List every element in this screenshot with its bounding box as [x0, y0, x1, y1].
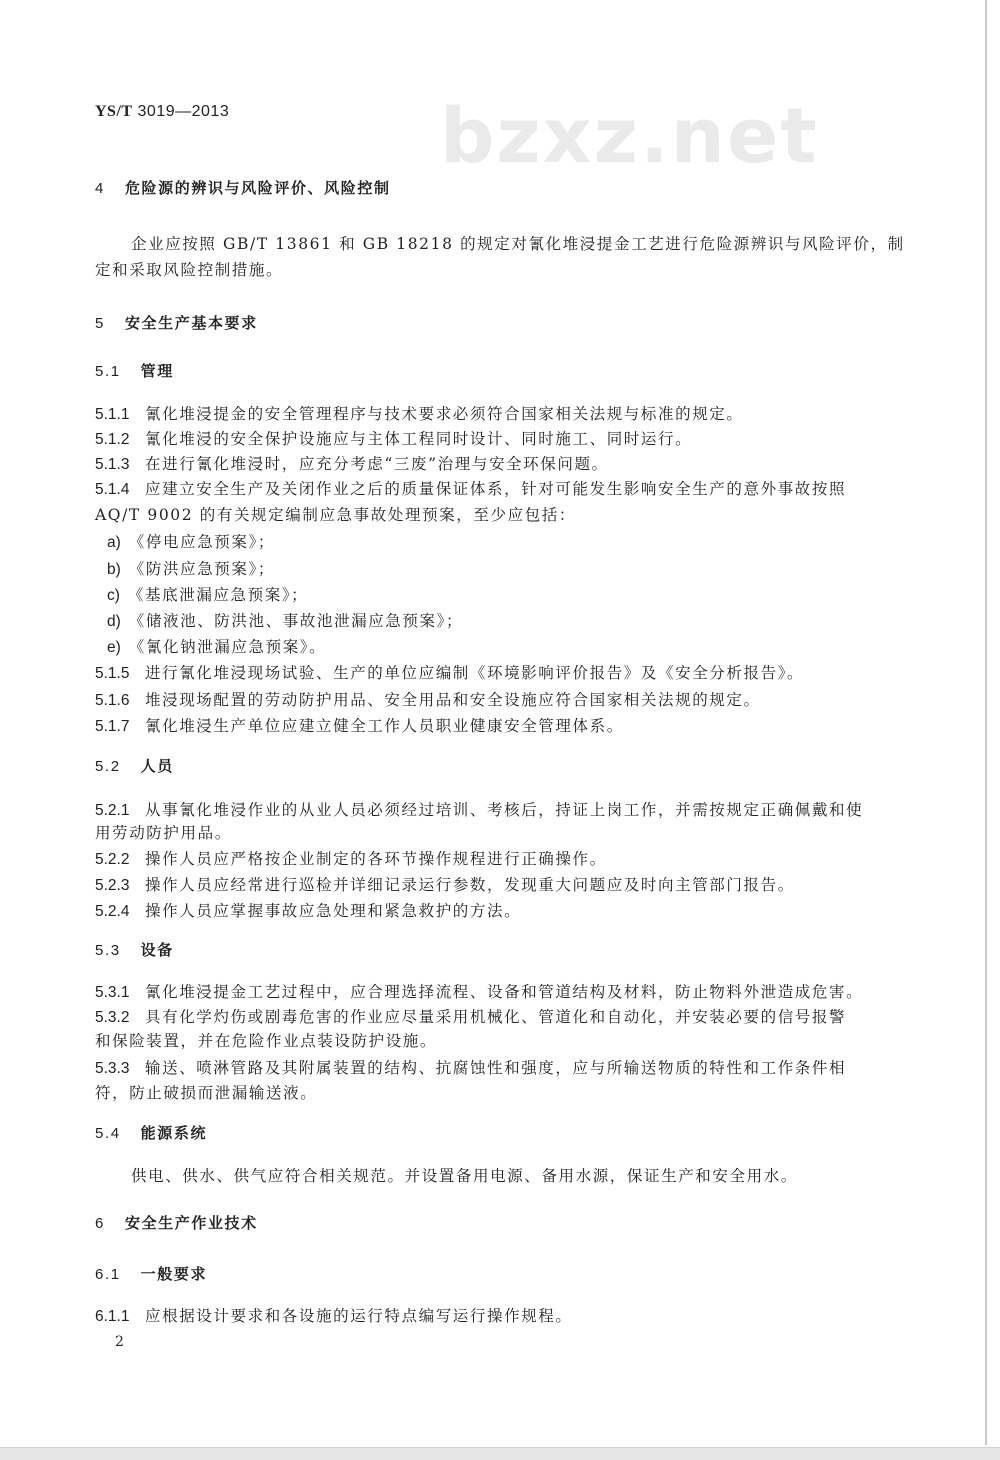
clause-5-1-3: 5.1.3 在进行氰化堆浸时，应充分考虑“三废”治理与安全环保问题。 [95, 455, 609, 473]
standard-code: YS/T 3019—2013 [95, 103, 230, 120]
section-5-1-heading: 5.1 管理 [95, 362, 174, 380]
section-6-heading: 6 安全生产作业技术 [95, 1214, 258, 1232]
section-5-2-heading: 5.2 人员 [95, 757, 174, 775]
clause-5-3-2: 5.3.2 具有化学灼伤或剧毒危害的作业应尽量采用机械化、管道化和自动化，并安装必要的信号报警 [95, 1008, 847, 1026]
section-5-heading: 5 安全生产基本要求 [95, 314, 258, 332]
watermark: bzxz.net [440, 98, 819, 174]
clause-5-1-6: 5.1.6 堆浸现场配置的劳动防护用品、安全用品和安全设施应符合国家相关法规的规定。 [95, 691, 761, 709]
clause-5-3-3: 5.3.3 输送、喷淋管路及其附属装置的结构、抗腐蚀性和强度，应与所输送物质的特性和工作条件相 [95, 1059, 847, 1077]
clause-6-1-1: 6.1.1 应根据设计要求和各设施的运行特点编写运行操作规程。 [95, 1307, 573, 1325]
clause-5-2-3: 5.2.3 操作人员应经常进行巡检并详细记录运行参数，发现重大问题应及时向主管部门报告。 [95, 876, 795, 894]
list-item: a) 《停电应急预案》； [107, 533, 275, 551]
section-5-4-heading: 5.4 能源系统 [95, 1124, 208, 1142]
clause-5-1-7: 5.1.7 氰化堆浸生产单位应建立健全工作人员职业健康安全管理体系。 [95, 717, 624, 735]
clause-5-3-2-cont: 和保险装置，并在危险作业点装设防护设施。 [95, 1032, 438, 1050]
clause-5-1-2: 5.1.2 氰化堆浸的安全保护设施应与主体工程同时设计、同时施工、同时运行。 [95, 430, 693, 448]
section-4-heading: 4 危险源的辨识与风险评价、风险控制 [95, 179, 391, 197]
section-5-4-text: 供电、供水、供气应符合相关规范。并设置备用电源、备用水源，保证生产和安全用水。 [131, 1167, 798, 1185]
list-item: e) 《氰化钠泄漏应急预案》。 [107, 638, 327, 656]
list-item: c) 《基底泄漏应急预案》； [107, 586, 309, 604]
clause-5-1-4-cont: AQ/T 9002 的有关规定编制应急事故处理预案，至少应包括： [95, 506, 576, 524]
clause-5-2-1: 5.2.1 从事氰化堆浸作业的从业人员必须经过培训、考核后，持证上岗工作，并需按规定正确佩戴和使 [95, 801, 864, 819]
page-edge-right [985, 0, 987, 1445]
clause-5-3-1: 5.3.1 氰化堆浸提金工艺过程中，应合理选择流程、设备和管道结构及材料，防止物料外泄造成危害。 [95, 983, 864, 1001]
list-item: b) 《防洪应急预案》； [107, 560, 275, 578]
clause-5-1-5: 5.1.5 进行氰化堆浸现场试验、生产的单位应编制《环境影响评价报告》及《安全分析报告》。 [95, 664, 805, 682]
section-6-1-heading: 6.1 一般要求 [95, 1265, 208, 1283]
section-4-text-line: 企业应按照 GB/T 13861 和 GB 18218 的规定对氰化堆浸提金工艺进行危险源辨识与风险评价，制 [131, 235, 905, 253]
section-5-3-heading: 5.3 设备 [95, 941, 174, 959]
section-4-text-line: 定和采取风险控制措施。 [95, 261, 284, 279]
clause-5-2-1-cont: 用劳动防护用品。 [95, 824, 232, 842]
clause-5-3-3-cont: 符，防止破损而泄漏输送液。 [95, 1084, 318, 1102]
page-number: 2 [115, 1334, 124, 1350]
clause-5-2-4: 5.2.4 操作人员应掌握事故应急处理和紧急救护的方法。 [95, 902, 522, 920]
clause-5-1-4: 5.1.4 应建立安全生产及关闭作业之后的质量保证体系，针对可能发生影响安全生产的意外事故按照 [95, 480, 847, 498]
clause-5-2-2: 5.2.2 操作人员应严格按企业制定的各环节操作规程进行正确操作。 [95, 850, 607, 868]
clause-5-1-1: 5.1.1 氰化堆浸提金的安全管理程序与技术要求必须符合国家相关法规与标准的规定。 [95, 405, 744, 423]
page-edge-bottom [0, 1447, 1000, 1460]
list-item: d) 《储液池、防洪池、事故池泄漏应急预案》； [107, 612, 464, 630]
